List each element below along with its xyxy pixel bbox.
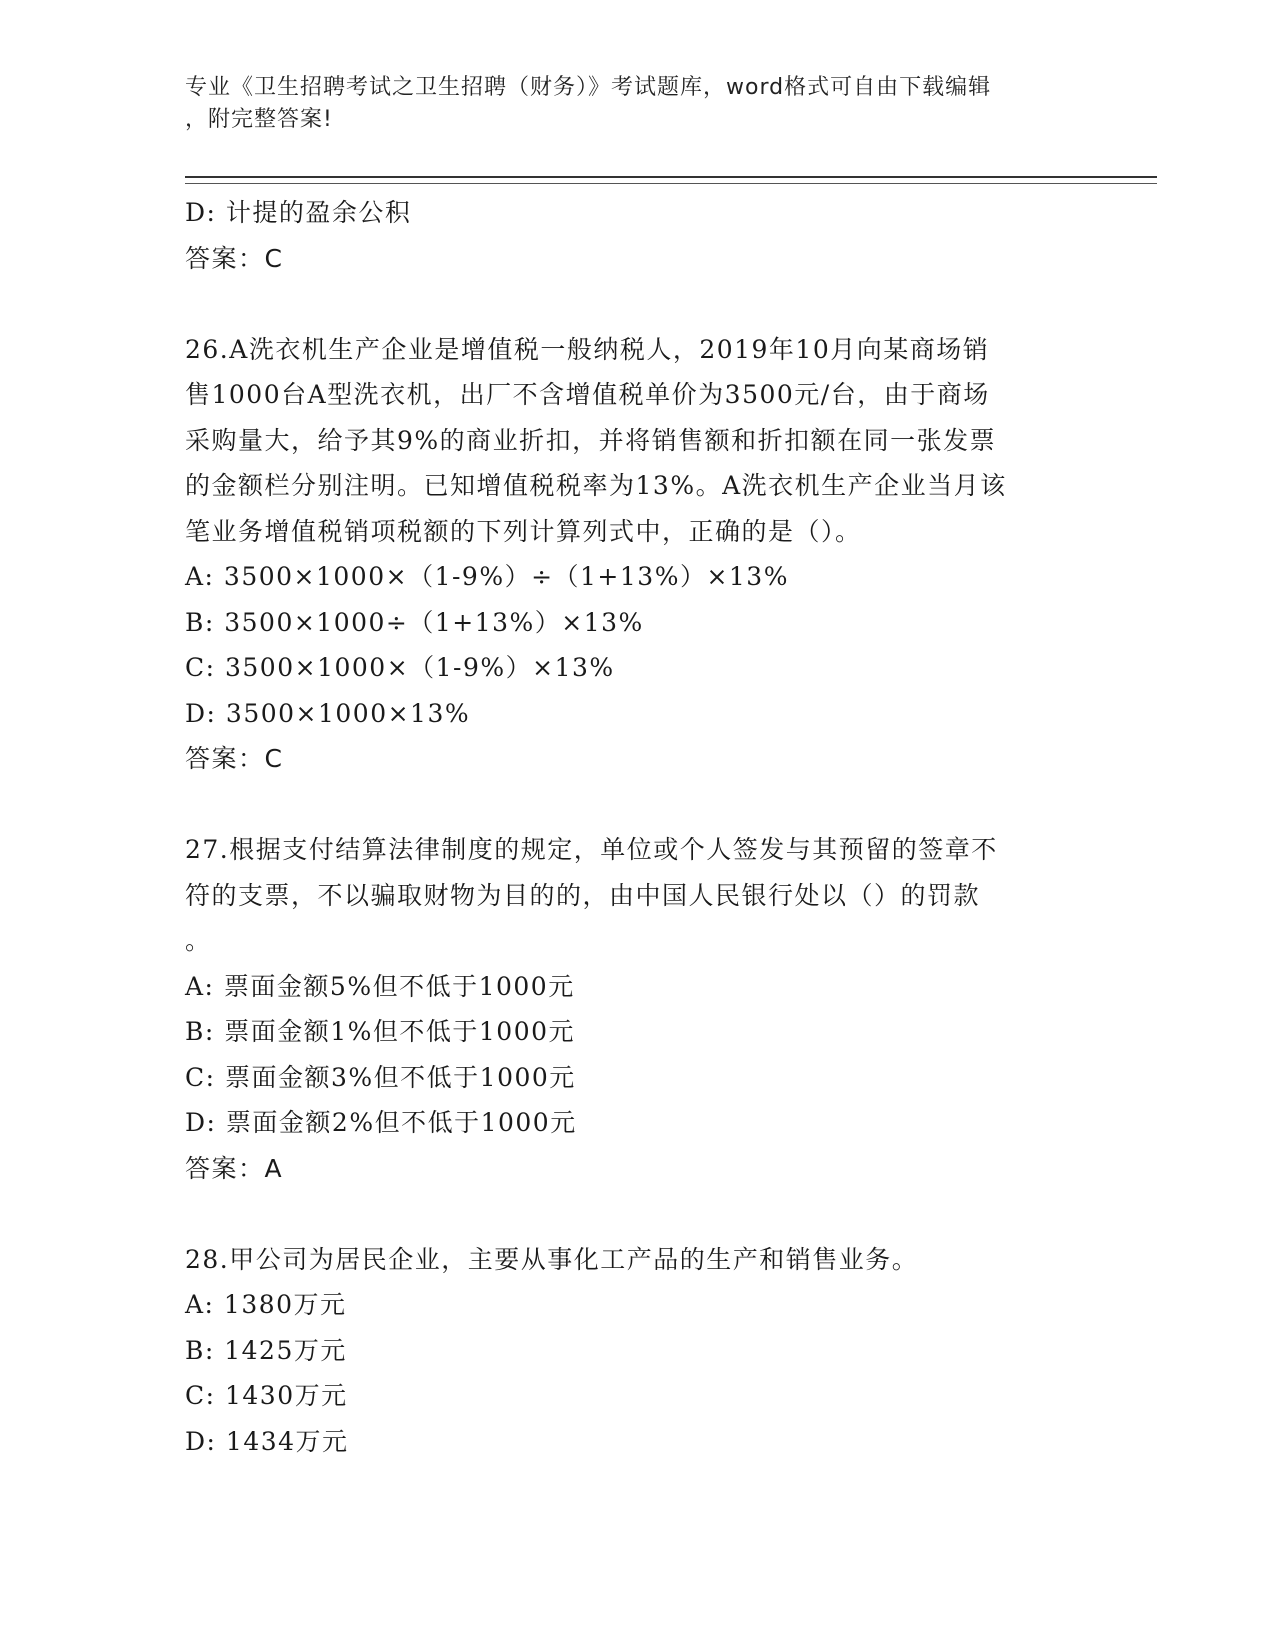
q26-option-b: B: 3500×1000÷（1+13%）×13% [185, 607, 644, 637]
q26-stem-line: 的金额栏分别注明。已知增值税税率为13%。A洗衣机生产企业当月该 [185, 471, 1007, 500]
q26-stem-line: 售1000台A型洗衣机，出厂不含增值税单价为3500元/台，由于商场 [185, 380, 990, 409]
q28-option-a: A: 1380万元 [185, 1290, 347, 1319]
spacer [185, 782, 1085, 828]
q26-stem-line: 采购量大，给予其9%的商业折扣，并将销售额和折扣额在同一张发票 [185, 425, 997, 455]
q26-option-d: D: 3500×1000×13% [185, 698, 471, 728]
question-28 [185, 1237, 1085, 1465]
header-line-1: 专业《卫生招聘考试之卫生招聘（财务）》考试题库，word格式可自由下载编辑 [185, 75, 992, 100]
q26-option-c: C: 3500×1000×（1-9%）×13% [185, 653, 615, 682]
q27-stem-line: 符的支票，不以骗取财物为目的的，由中国人民银行处以（）的罚款 [185, 880, 981, 910]
prev-option-d: D: 计提的盈余公积 [185, 198, 412, 227]
q28-option-b: B: 1425万元 [185, 1335, 347, 1365]
q27-option-d: D: 票面金额2%但不低于1000元 [185, 1108, 577, 1137]
q27-option-a: A: 票面金额5%但不低于1000元 [185, 971, 575, 1001]
q27-option-c: C: 票面金额3%但不低于1000元 [185, 1062, 576, 1092]
header-rule-thick [185, 176, 1157, 178]
question-26 [185, 327, 1085, 782]
q26-stem-line: 26.A洗衣机生产企业是增值税一般纳税人，2019年10月向某商场销 [185, 334, 990, 364]
prev-answer: 答案：C [185, 243, 284, 273]
header-line-2: ，附完整答案! [185, 107, 333, 132]
q27-option-b: B: 票面金额1%但不低于1000元 [185, 1017, 576, 1046]
q26-stem-line: 笔业务增值税销项税额的下列计算列式中，正确的是（）。 [185, 516, 862, 546]
q26-answer: 答案：C [185, 744, 284, 773]
question-content [185, 190, 1085, 1464]
q27-stem-line: 。 [185, 926, 212, 955]
q28-stem-line: 28.甲公司为居民企业，主要从事化工产品的生产和销售业务。 [185, 1244, 919, 1274]
spacer [185, 281, 1085, 327]
document-header [185, 72, 1085, 136]
q27-answer: 答案：A [185, 1153, 284, 1183]
q28-option-d: D: 1434万元 [185, 1426, 349, 1456]
spacer [185, 1191, 1085, 1237]
q26-option-a: A: 3500×1000×（1-9%）÷（1+13%）×13% [185, 562, 789, 591]
q27-stem-line: 27.根据支付结算法律制度的规定，单位或个人签发与其预留的签章不 [185, 835, 998, 864]
header-rule-thin [185, 183, 1157, 184]
q28-option-c: C: 1430万元 [185, 1381, 348, 1410]
question-27 [185, 827, 1085, 1191]
